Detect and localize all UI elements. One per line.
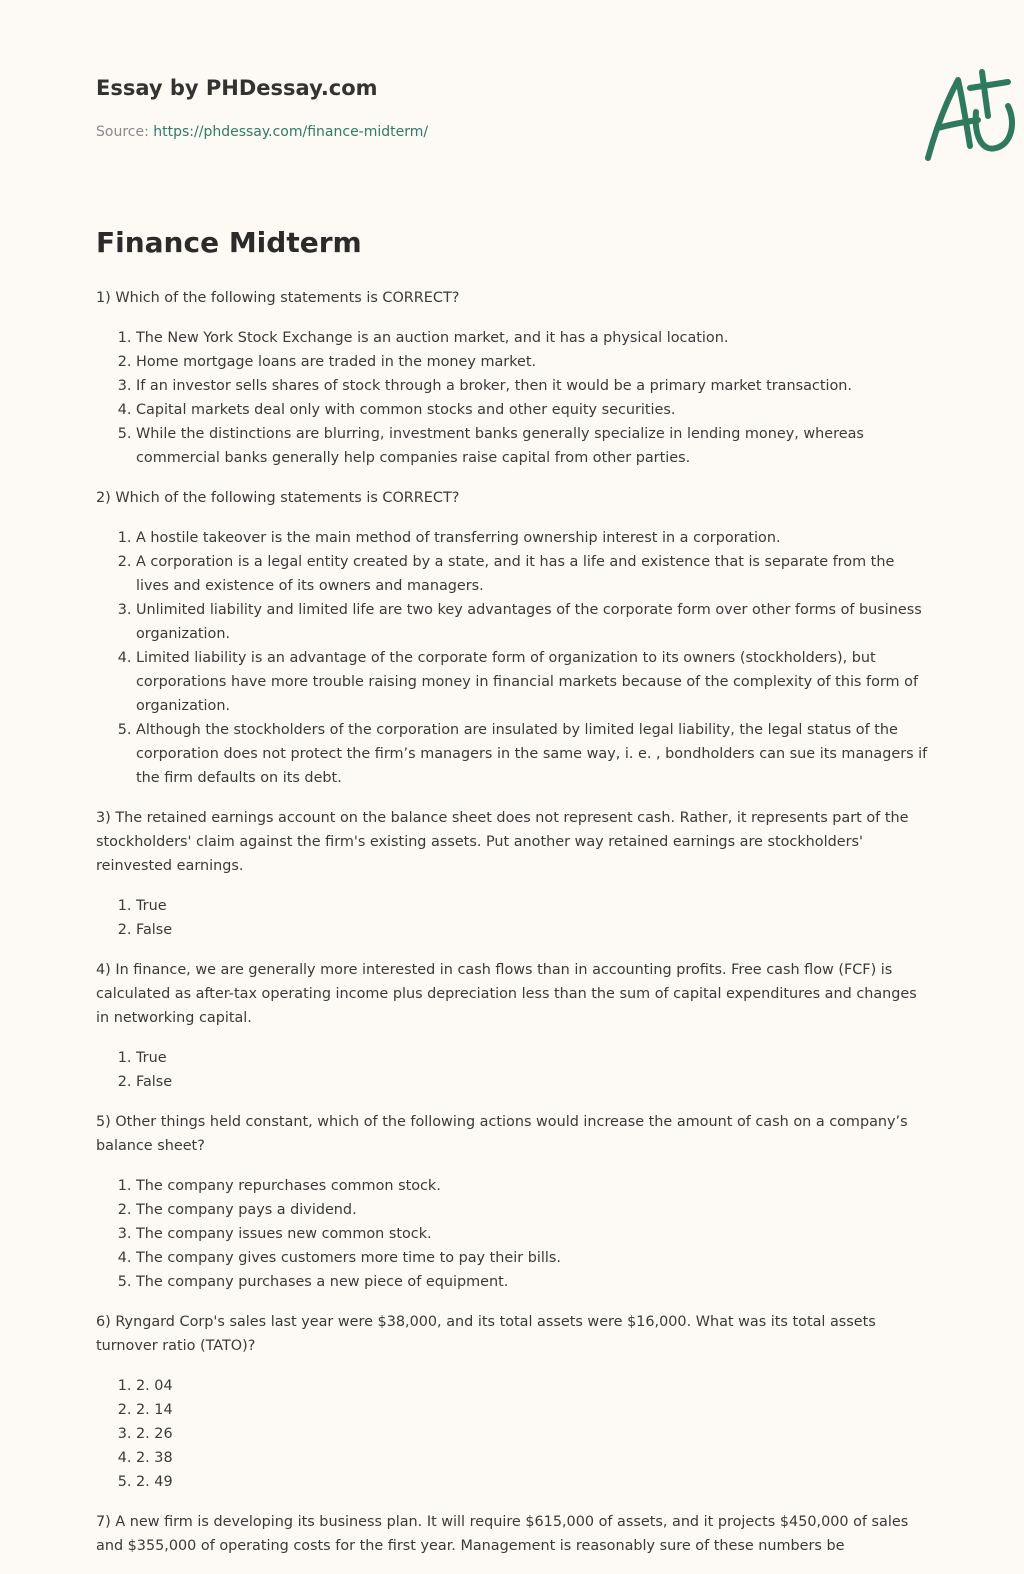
answer-list: [96, 894, 928, 942]
question-text: 5) Other things held constant, which of the following actions would increase the amount of cash on a company’s balance sheet?: [96, 1114, 908, 1154]
page-title: Finance Midterm: [96, 226, 362, 259]
answer-option: 3. The company issues new common stock.: [136, 1222, 928, 1246]
answer-option: 2. False: [136, 918, 928, 942]
answer-option: 1. True: [136, 1046, 928, 1070]
a-plus-icon: [916, 66, 1024, 166]
answer-option: 5. 2. 49: [136, 1470, 928, 1494]
question-text: 6) Ryngard Corp's sales last year were $38,000, and its total assets were $16,000. What was its total assets turnover ratio (TATO)?: [96, 1314, 876, 1354]
answer-list: [96, 1374, 928, 1494]
question-text: 3) The retained earnings account on the balance sheet does not represent cash. Rather, it represents part of the stockholders' claim against the firm's existing assets. Put another way retained earnings are stockholders' reinvested earnings.: [96, 810, 909, 874]
source-line: [96, 124, 428, 140]
answer-option: 5. Although the stockholders of the corporation are insulated by limited legal liability, the legal status of the corporation does not protect the firm’s managers in the same way, i. e. , bondholders can sue its managers if the firm defaults on its debt.: [136, 718, 928, 790]
answer-option: 3. 2. 26: [136, 1422, 928, 1446]
answer-option: 1. 2. 04: [136, 1374, 928, 1398]
answer-list: [96, 526, 928, 790]
answer-option: 1. The New York Stock Exchange is an auction market, and it has a physical location.: [136, 326, 928, 350]
answer-option: 4. Limited liability is an advantage of the corporate form of organization to its owners (stockholders), but corporations have more trouble raising money in financial markets because of the complexity of this form of organization.: [136, 646, 928, 718]
answer-list: [96, 1174, 928, 1294]
answer-list: [96, 1046, 928, 1094]
question-text: 2) Which of the following statements is CORRECT?: [96, 490, 460, 506]
answer-option: 1. The company repurchases common stock.: [136, 1174, 928, 1198]
answer-option: 2. False: [136, 1070, 928, 1094]
answer-option: 1. True: [136, 894, 928, 918]
answer-option: 3. If an investor sells shares of stock through a broker, then it would be a primary market transaction.: [136, 374, 928, 398]
question-text: 4) In finance, we are generally more interested in cash flows than in accounting profits. Free cash flow (FCF) is calculated as after-tax operating income plus depreciation less than the sum of capital expenditures and changes in networking capital.: [96, 962, 917, 1026]
answer-option: 4. The company gives customers more time to pay their bills.: [136, 1246, 928, 1270]
answer-option: 2. 2. 14: [136, 1398, 928, 1422]
questions-container: [96, 286, 928, 1574]
answer-option: 3. Unlimited liability and limited life are two key advantages of the corporate form over other forms of business organization.: [136, 598, 928, 646]
brand-title: Essay by PHDessay.com: [96, 76, 378, 100]
source-link[interactable]: https://phdessay.com/finance-midterm/: [153, 124, 429, 140]
answer-option: 4. 2. 38: [136, 1446, 928, 1470]
answer-option: 1. A hostile takeover is the main method of transferring ownership interest in a corporation.: [136, 526, 928, 550]
answer-option: 4. Capital markets deal only with common stocks and other equity securities.: [136, 398, 928, 422]
question-text: 1) Which of the following statements is CORRECT?: [96, 290, 460, 306]
source-label: Source:: [96, 124, 149, 140]
answer-option: 2. A corporation is a legal entity created by a state, and it has a life and existence that is separate from the lives and existence of its owners and managers.: [136, 550, 928, 598]
answer-option: 5. The company purchases a new piece of equipment.: [136, 1270, 928, 1294]
answer-option: 5. While the distinctions are blurring, investment banks generally specialize in lending money, whereas commercial banks generally help companies raise capital from other parties.: [136, 422, 928, 470]
answer-list: [96, 326, 928, 470]
answer-option: 2. Home mortgage loans are traded in the money market.: [136, 350, 928, 374]
answer-option: 2. The company pays a dividend.: [136, 1198, 928, 1222]
question-text: 7) A new firm is developing its business plan. It will require $615,000 of assets, and it projects $450,000 of sales and $355,000 of operating costs for the first year. Management is reasonably sure of these numbers be: [96, 1514, 909, 1554]
